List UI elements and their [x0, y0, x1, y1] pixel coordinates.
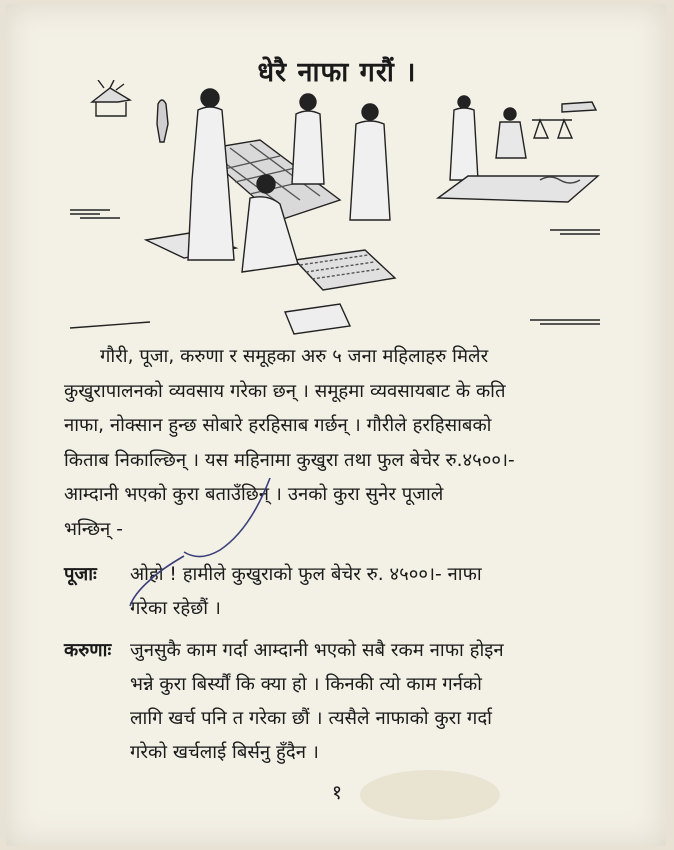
intro-paragraph: [64, 340, 614, 547]
paragraph-line: कुखुरापालनको व्यवसाय गरेका छन् । समूहमा व्यवसायबाट के कति: [64, 380, 506, 402]
paragraph-line: भन्छिन् -: [64, 518, 123, 540]
speech-line: भन्ने कुरा बिर्स्यौं कि क्या हो । किनकी त्यो काम गर्नको: [130, 674, 482, 695]
speech-text: [130, 634, 504, 770]
speaker-name: करुणाः: [64, 640, 112, 661]
egg-trays: [285, 250, 395, 334]
paragraph-line: आम्दानी भएको कुरा बताउँछिन् । उनको कुरा सुनेर पूजाले: [64, 484, 444, 505]
page-title: धेरै नाफा गरौं ।: [257, 57, 417, 88]
page-number: १: [331, 780, 343, 804]
speech-line: गरेका रहेछौं ।: [130, 598, 221, 619]
speech-text: [130, 558, 482, 626]
paragraph-line: किताब निकाल्छिन् । यस महिनामा कुखुरा तथा फुल बेचेर रु.४५००।-: [64, 449, 515, 471]
market-illustration: [70, 80, 610, 350]
vendor-scene: [438, 96, 598, 202]
paragraph-line: नाफा, नोक्सान हुन्छ सोबारे हरहिसाब गर्छन् । गौरीले हरहिसाबको: [64, 415, 492, 436]
speaker-name: पूजाः: [64, 564, 97, 585]
paragraph-line: गौरी, पूजा, करुणा र समूहका अरु ५ जना महिलाहरु मिलेर: [100, 346, 489, 367]
speech-line: जुनसुकै काम गर्दा आम्दानी भएको सबै रकम नाफा होइन: [130, 640, 504, 661]
hut-drawing: [92, 80, 130, 116]
speech-line: ओहो ! हामीले कुखुराको फुल बेचेर रु. ४५००।- नाफा: [130, 564, 482, 585]
speech-line: लागि खर्च पनि त गरेका छौं । त्यसैले नाफाको कुरा गर्दा: [130, 708, 492, 729]
speech-line: गरेको खर्चलाई बिर्सनु हुँदैन ।: [130, 742, 319, 763]
